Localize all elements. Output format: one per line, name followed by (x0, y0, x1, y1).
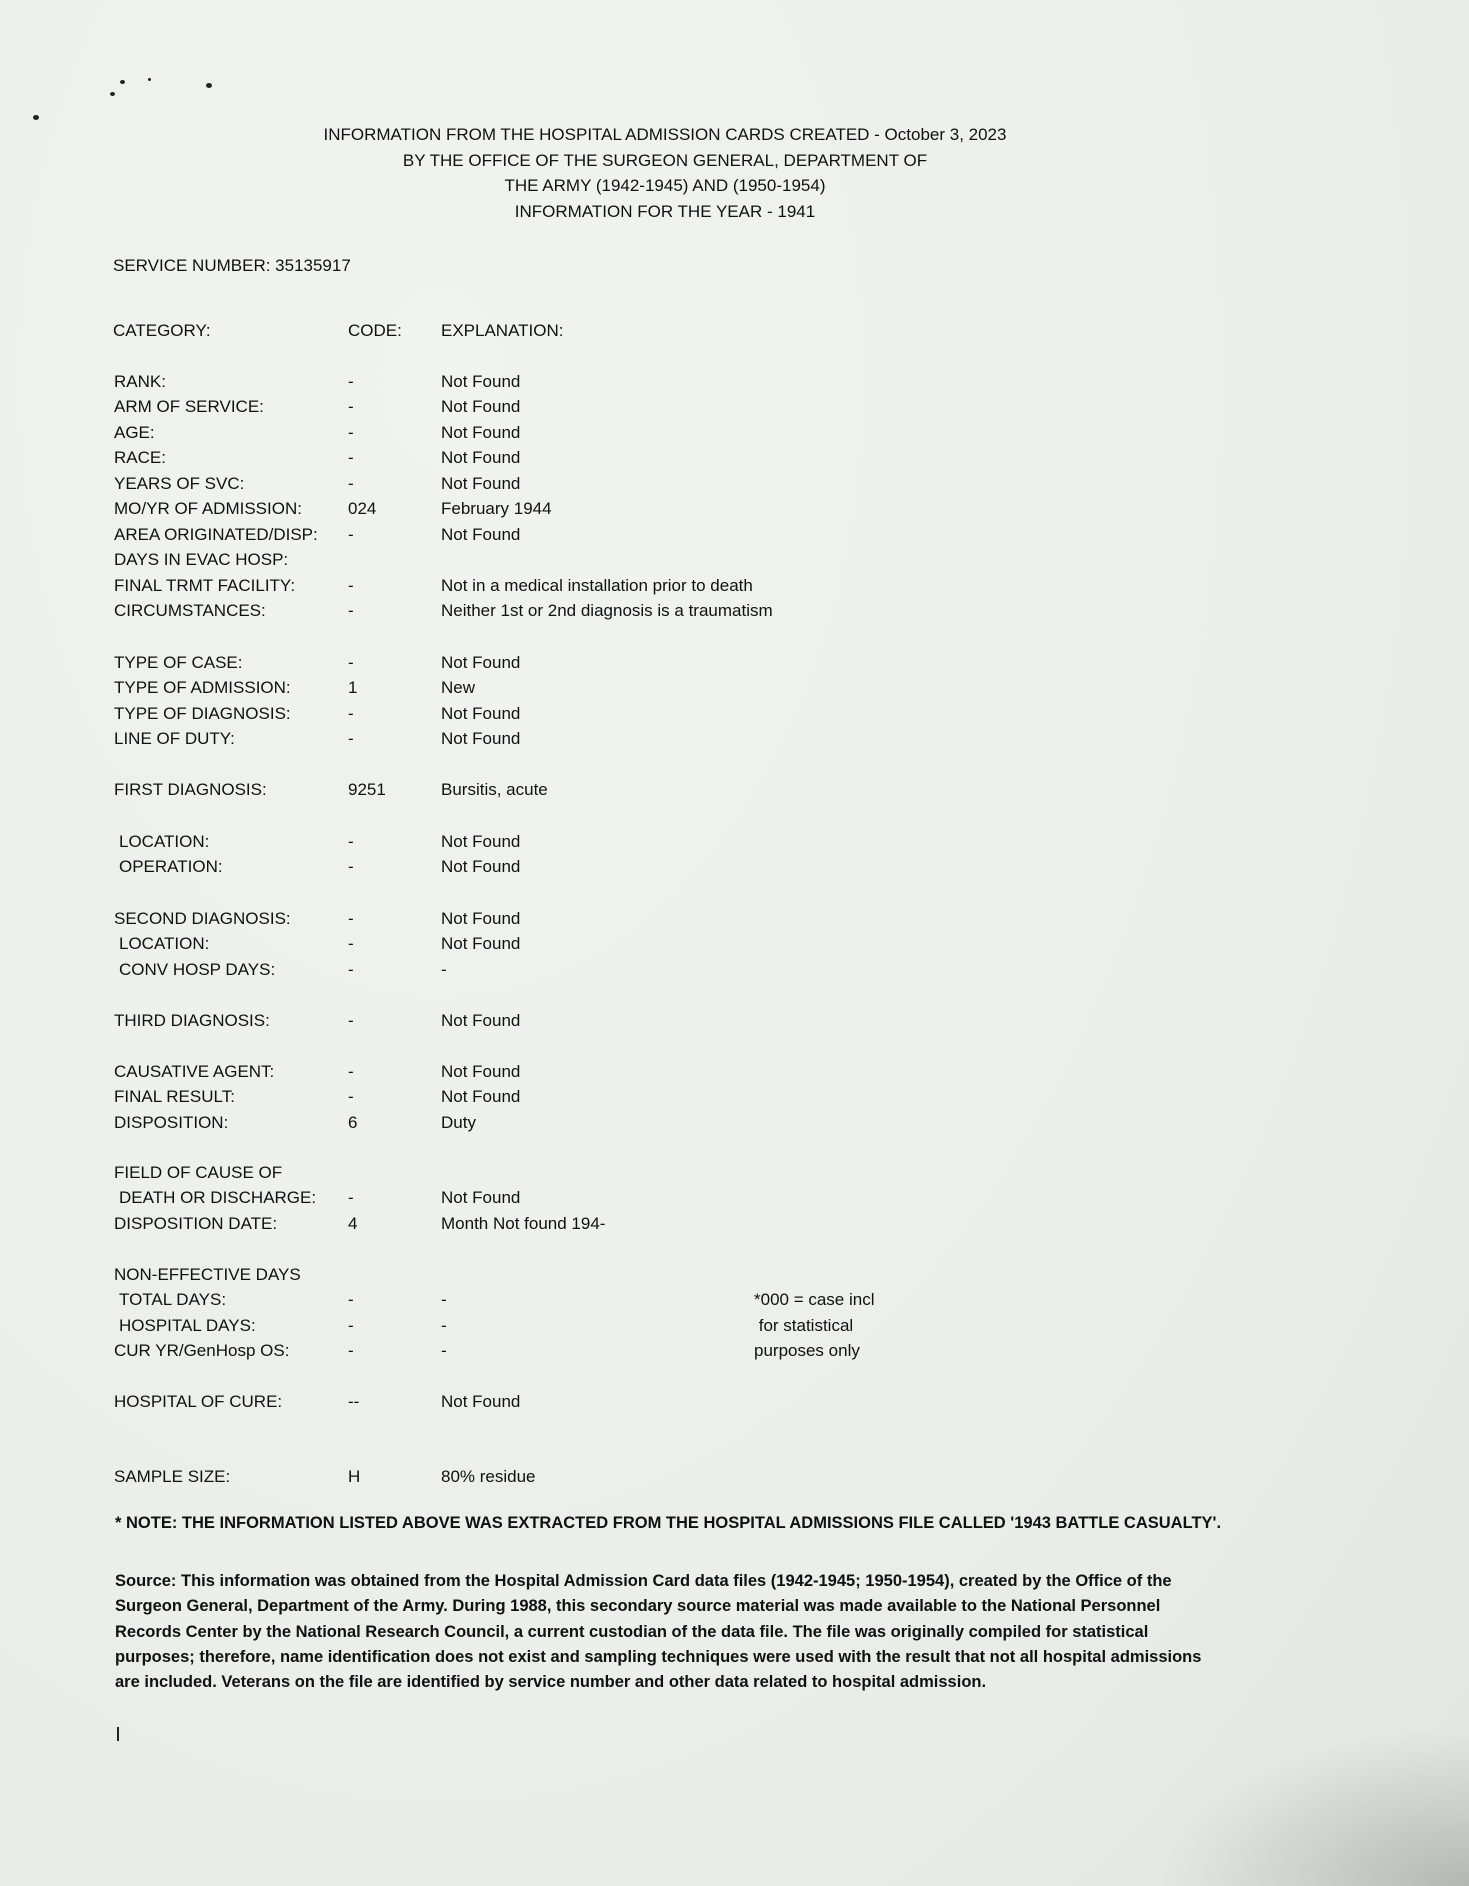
code-cell: 4 (348, 1214, 358, 1233)
category-cell: SECOND DIAGNOSIS: (114, 909, 291, 928)
code-cell: - (348, 423, 354, 442)
explanation-cell: New (441, 678, 476, 697)
explanation-cell: Neither 1st or 2nd diagnosis is a traumatism (441, 601, 773, 620)
table-row (0, 499, 1469, 524)
table-row (0, 960, 1469, 985)
source-line: purposes; therefore, name identification does not exist and sampling techniques were used with the result that not all hospital admissions (115, 1647, 1202, 1666)
speck-mark (206, 83, 212, 88)
explanation-cell: Not Found (441, 832, 521, 851)
table-row (0, 1188, 1469, 1213)
code-cell: - (348, 601, 354, 620)
explanation-cell: Not in a medical installation prior to death (441, 576, 753, 595)
category-cell: CUR YR/GenHosp OS: (114, 1341, 290, 1360)
service-number: SERVICE NUMBER: 35135917 (113, 256, 351, 275)
category-cell: TYPE OF DIAGNOSIS: (114, 704, 291, 723)
code-cell: - (348, 653, 354, 672)
category-cell: NON-EFFECTIVE DAYS (114, 1265, 301, 1284)
category-cell: FIRST DIAGNOSIS: (114, 780, 267, 799)
explanation-cell: Not Found (441, 1188, 521, 1207)
explanation-cell: Bursitis, acute (441, 780, 548, 799)
explanation-cell: Not Found (441, 729, 521, 748)
side-note-line: purposes only (754, 1341, 860, 1360)
category-cell: DISPOSITION: (114, 1113, 229, 1132)
category-cell: CONV HOSP DAYS: (119, 960, 276, 979)
category-cell: FINAL RESULT: (114, 1087, 235, 1106)
category-cell: DAYS IN EVAC HOSP: (114, 550, 289, 569)
category-column-header: CATEGORY: (113, 321, 211, 340)
table-row (0, 857, 1469, 882)
document-title (0, 122, 1330, 224)
source-line: Records Center by the National Research Council, a current custodian of the data file. The file was originally compiled for statistical (115, 1622, 1149, 1641)
title-line: THE ARMY (1942-1945) AND (1950-1954) (504, 176, 826, 195)
code-cell: - (348, 576, 354, 595)
table-row (0, 934, 1469, 959)
table-row (0, 1214, 1469, 1239)
code-cell: 1 (348, 678, 358, 697)
extraction-note: * NOTE: THE INFORMATION LISTED ABOVE WAS EXTRACTED FROM THE HOSPITAL ADMISSIONS FILE CALLED '1943 BATTLE CASUALTY'. (115, 1514, 1222, 1532)
category-cell: SAMPLE SIZE: (114, 1467, 231, 1486)
table-row (0, 1467, 1469, 1492)
explanation-cell: Duty (441, 1113, 476, 1132)
code-column-header: CODE: (348, 321, 402, 340)
code-cell: 9251 (348, 780, 386, 799)
code-cell: 6 (348, 1113, 358, 1132)
category-cell: TOTAL DAYS: (119, 1290, 227, 1309)
explanation-cell: Month Not found 194- (441, 1214, 606, 1233)
category-cell: YEARS OF SVC: (114, 474, 245, 493)
speck-mark (120, 80, 125, 84)
code-cell: -- (348, 1392, 360, 1411)
category-cell: ARM OF SERVICE: (114, 397, 264, 416)
explanation-cell: Not Found (441, 857, 521, 876)
category-cell: FIELD OF CAUSE OF (114, 1163, 283, 1182)
category-cell: AGE: (114, 423, 155, 442)
table-row (0, 550, 1469, 575)
explanation-cell: Not Found (441, 448, 521, 467)
explanation-cell: Not Found (441, 653, 521, 672)
speck-mark (148, 78, 151, 81)
code-cell: - (348, 909, 354, 928)
code-cell: - (348, 1341, 354, 1360)
category-cell: AREA ORIGINATED/DISP: (114, 525, 318, 544)
table-row (0, 397, 1469, 422)
explanation-cell: Not Found (441, 1392, 521, 1411)
table-row (0, 1163, 1469, 1188)
table-row (0, 448, 1469, 473)
code-cell: H (348, 1467, 361, 1486)
code-cell: - (348, 934, 354, 953)
explanation-cell: February 1944 (441, 499, 552, 518)
table-row (0, 1392, 1469, 1417)
table-row (0, 1341, 1469, 1366)
code-cell: - (348, 857, 354, 876)
table-row (0, 653, 1469, 678)
code-cell: - (348, 372, 354, 391)
source-line: are included. Veterans on the file are identified by service number and other data related to hospital admission. (115, 1673, 987, 1692)
page-shadow (1149, 1726, 1469, 1886)
explanation-cell: Not Found (441, 525, 521, 544)
explanation-cell: Not Found (441, 474, 521, 493)
table-row (0, 372, 1469, 397)
code-cell: - (348, 1087, 354, 1106)
category-cell: LOCATION: (119, 934, 210, 953)
explanation-cell: Not Found (441, 372, 521, 391)
side-note-line: for statistical (754, 1315, 854, 1335)
table-row (0, 1113, 1469, 1138)
category-cell: MO/YR OF ADMISSION: (114, 499, 302, 518)
explanation-cell: - (441, 1290, 447, 1309)
category-cell: TYPE OF CASE: (114, 653, 243, 672)
category-cell: HOSPITAL DAYS: (119, 1316, 256, 1335)
explanation-cell: Not Found (441, 909, 521, 928)
explanation-cell: Not Found (441, 1062, 521, 1081)
category-cell: TYPE OF ADMISSION: (114, 678, 291, 697)
category-cell: HOSPITAL OF CURE: (114, 1392, 283, 1411)
category-cell: DEATH OR DISCHARGE: (119, 1188, 317, 1207)
table-row (0, 1087, 1469, 1112)
title-line: INFORMATION FROM THE HOSPITAL ADMISSION CARDS CREATED - October 3, 2023 (323, 125, 1007, 144)
category-cell: RANK: (114, 372, 166, 391)
code-cell: - (348, 1316, 354, 1335)
code-cell: - (348, 448, 354, 467)
code-cell: - (348, 525, 354, 544)
source-line: Surgeon General, Department of the Army. During 1988, this secondary source material was made available to the National Personnel (115, 1597, 1161, 1616)
source-line: Source: This information was obtained from the Hospital Admission Card data files (1942-1945; 1950-1954), created by the Office of the (115, 1572, 1172, 1590)
side-note-line: *000 = case incl (754, 1290, 875, 1309)
table-row (0, 525, 1469, 550)
explanation-cell: - (441, 1341, 447, 1360)
code-cell: - (348, 474, 354, 493)
explanation-cell: Not Found (441, 423, 521, 442)
code-cell: - (348, 832, 354, 851)
explanation-cell: Not Found (441, 704, 521, 723)
table-row (0, 1316, 1469, 1341)
table-row (0, 576, 1469, 601)
table-row (0, 423, 1469, 448)
table-row (0, 729, 1469, 754)
table-row (0, 909, 1469, 934)
explanation-cell: Not Found (441, 934, 521, 953)
code-cell: - (348, 397, 354, 416)
explanation-cell: Not Found (441, 1087, 521, 1106)
explanation-column-header: EXPLANATION: (441, 321, 564, 340)
speck-mark (110, 92, 115, 96)
code-cell: - (348, 1062, 354, 1081)
code-cell: - (348, 960, 354, 979)
explanation-cell: 80% residue (441, 1467, 536, 1486)
table-row (0, 1011, 1469, 1036)
source-paragraph (115, 1569, 1225, 1695)
table-row (0, 678, 1469, 703)
table-row (0, 704, 1469, 729)
code-cell: - (348, 1188, 354, 1207)
code-cell: - (348, 1011, 354, 1030)
explanation-cell: - (441, 960, 447, 979)
side-note (754, 1287, 875, 1364)
table-row (0, 601, 1469, 626)
table-row (0, 1265, 1469, 1290)
explanation-cell: - (441, 1316, 447, 1335)
title-line: INFORMATION FOR THE YEAR - 1941 (514, 201, 816, 221)
category-cell: LINE OF DUTY: (114, 729, 235, 748)
table-row (0, 780, 1469, 805)
explanation-cell: Not Found (441, 1011, 521, 1030)
speck-mark (33, 115, 39, 120)
table-row (0, 1062, 1469, 1087)
table-row (0, 474, 1469, 499)
page-mark (117, 1727, 119, 1741)
category-cell: OPERATION: (119, 857, 223, 876)
code-cell: - (348, 729, 354, 748)
category-cell: FINAL TRMT FACILITY: (114, 576, 296, 595)
code-cell: - (348, 1290, 354, 1309)
category-cell: CIRCUMSTANCES: (114, 601, 266, 620)
code-cell: - (348, 704, 354, 723)
code-cell: 024 (348, 499, 377, 518)
table-row (0, 1290, 1469, 1315)
category-cell: DISPOSITION DATE: (114, 1214, 278, 1233)
category-cell: RACE: (114, 448, 166, 467)
category-cell: THIRD DIAGNOSIS: (114, 1011, 270, 1030)
category-cell: LOCATION: (119, 832, 210, 851)
title-line: BY THE OFFICE OF THE SURGEON GENERAL, DEPARTMENT OF (402, 150, 928, 170)
explanation-cell: Not Found (441, 397, 521, 416)
category-cell: CAUSATIVE AGENT: (114, 1062, 275, 1081)
table-row (0, 832, 1469, 857)
